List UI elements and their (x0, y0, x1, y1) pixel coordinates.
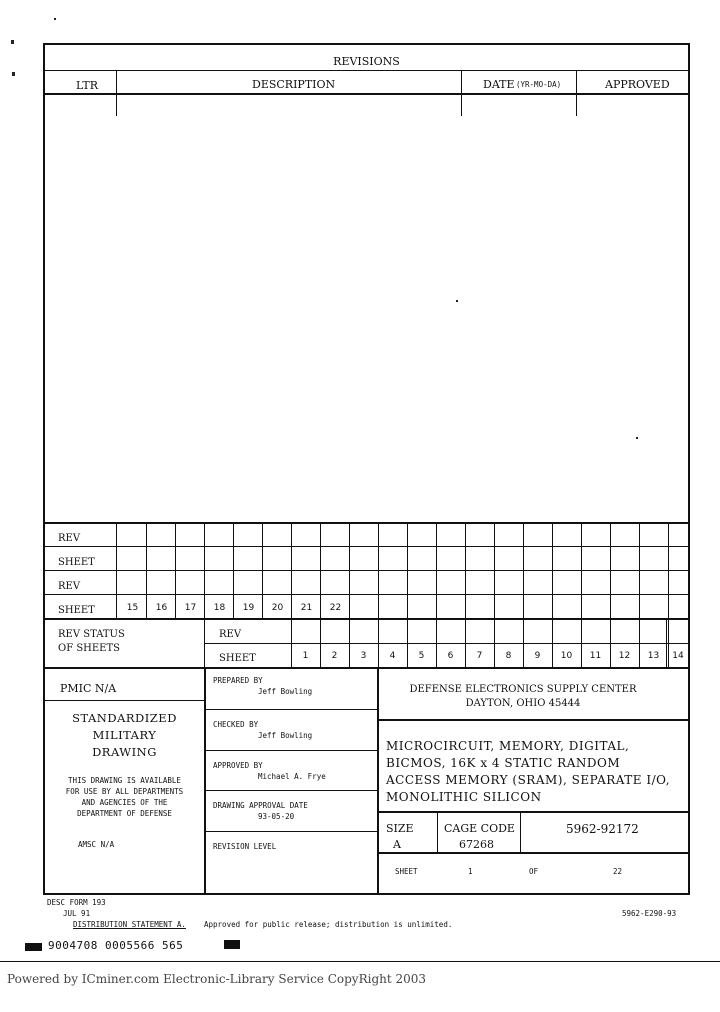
sheet-value: 1 (468, 867, 473, 876)
sheet-number: 22 (329, 603, 342, 613)
sheet-number: 1 (302, 651, 309, 661)
sheet-number: 14 (672, 651, 684, 661)
divider (461, 70, 462, 116)
sheet-number: 13 (647, 651, 660, 661)
grid-line (407, 522, 408, 618)
divider (43, 700, 205, 701)
status-rev-label: REV (219, 629, 242, 640)
prepared-by-label: PREPARED BY (213, 676, 263, 685)
scan-mark (54, 18, 56, 20)
size-value: A (393, 838, 401, 851)
availability-2: FOR USE BY ALL DEPARTMENTS (65, 787, 184, 796)
smd-title-1: STANDARDIZED (72, 711, 177, 725)
part-title-line-2: BICMOS, 16K x 4 STATIC RANDOM (386, 756, 621, 770)
part-title-line-4: MONOLITHIC SILICON (386, 790, 542, 804)
smd-title-2: MILITARY (92, 728, 157, 742)
sheet-number: 6 (447, 651, 454, 661)
grid-line (43, 546, 690, 547)
grid-line (116, 522, 117, 618)
sheet-number: 19 (242, 603, 255, 613)
part-title-line-3: ACCESS MEMORY (SRAM), SEPARATE I/O, (386, 773, 671, 787)
grid-line (552, 522, 553, 618)
sheet-number: 16 (155, 603, 168, 613)
rev-label: REV (58, 581, 81, 592)
part-title-line-1: MICROCIRCUIT, MEMORY, DIGITAL, (386, 739, 630, 753)
barcode-text: 9004708 0005566 565 (48, 939, 184, 952)
grid-line (43, 522, 690, 524)
sheet-number: 12 (618, 651, 631, 661)
sheet-number: 15 (126, 603, 139, 613)
approved-by-name: Michael A. Frye (258, 772, 326, 781)
rev-status-title: REV STATUS (58, 629, 125, 640)
revision-level-label: REVISION LEVEL (213, 842, 277, 851)
divider (205, 750, 377, 751)
col-date: DATE (483, 78, 515, 91)
form-number: DESC FORM 193 (47, 898, 106, 907)
prepared-by-name: Jeff Bowling (258, 687, 313, 696)
divider (116, 70, 117, 116)
grid-line (205, 643, 690, 644)
divider (43, 70, 690, 71)
approved-by-label: APPROVED BY (213, 761, 263, 770)
grid-line (581, 522, 582, 618)
divider (205, 709, 377, 710)
barcode-mark-left (25, 943, 42, 951)
grid-line (43, 618, 690, 620)
powered-by-text: Powered by ICminer.com Electronic-Library Service CopyRight 2003 (7, 972, 427, 986)
col-date-format: (YR-MO-DA) (516, 80, 562, 89)
sheet-number: 9 (534, 651, 541, 661)
availability-3: AND AGENCIES OF THE (81, 798, 168, 807)
divider (43, 667, 690, 669)
sheet-number: 21 (300, 603, 313, 613)
grid-line (639, 522, 640, 618)
drawing-number: 5962-92172 (566, 822, 639, 836)
sheet-number: 10 (560, 651, 573, 661)
availability-4: DEPARTMENT OF DEFENSE (77, 809, 172, 818)
grid-line (204, 618, 205, 667)
agency-line-2: DAYTON, OHIO 45444 (465, 698, 581, 709)
of-sheets-title: OF SHEETS (58, 643, 121, 654)
footer-rule (0, 961, 720, 962)
checked-by-label: CHECKED BY (213, 720, 259, 729)
sheet-number: 8 (505, 651, 512, 661)
divider (378, 719, 690, 721)
divider (437, 811, 438, 852)
amsc-label: AMSC N/A (78, 840, 115, 849)
grid-line (43, 594, 690, 595)
sheet-number: 11 (589, 651, 602, 661)
rev-label: REV (58, 533, 81, 544)
sheet-number: 2 (331, 651, 338, 661)
grid-line (378, 522, 379, 618)
cage-code-label: CAGE CODE (444, 822, 515, 835)
col-approved: APPROVED (605, 78, 670, 91)
grid-line (494, 522, 495, 618)
divider (378, 852, 690, 854)
agency-line-1: DEFENSE ELECTRONICS SUPPLY CENTER (409, 684, 637, 695)
sheet-label: SHEET (58, 605, 95, 616)
smd-title-3: DRAWING (92, 745, 157, 759)
divider (204, 667, 206, 895)
checked-by-name: Jeff Bowling (258, 731, 313, 740)
grid-line (523, 522, 524, 618)
sheet-number: 7 (476, 651, 483, 661)
document-code: 5962-E290-93 (622, 909, 677, 918)
form-date: JUL 91 (63, 909, 91, 918)
divider (205, 831, 377, 832)
cage-code-value: 67268 (459, 838, 494, 851)
approval-date: 93-05-20 (258, 812, 295, 821)
sheet-number: 20 (271, 603, 284, 613)
scan-mark (11, 40, 14, 44)
divider (520, 811, 521, 852)
col-ltr: LTR (76, 79, 99, 92)
col-description: DESCRIPTION (252, 78, 336, 91)
scan-mark (12, 72, 15, 76)
grid-line (465, 522, 466, 618)
distribution-label: DISTRIBUTION STATEMENT A. (73, 920, 186, 929)
sheet-label: SHEET (58, 557, 95, 568)
grid-line (610, 522, 611, 618)
divider (43, 93, 690, 95)
sheet-number: 17 (184, 603, 197, 613)
sheet-number: 4 (389, 651, 396, 661)
divider (378, 811, 690, 813)
pmic-label: PMIC N/A (60, 682, 117, 695)
sheet-number: 3 (360, 651, 367, 661)
availability-1: THIS DRAWING IS AVAILABLE (68, 776, 181, 785)
revisions-title: REVISIONS (333, 55, 400, 68)
divider (576, 70, 577, 116)
approval-date-label: DRAWING APPROVAL DATE (213, 801, 308, 810)
grid-line (436, 522, 437, 618)
grid-line (43, 570, 690, 571)
status-sheet-label: SHEET (219, 653, 256, 664)
of-label: OF (529, 867, 539, 876)
barcode-mark-right (224, 940, 240, 949)
distribution-text: Approved for public release; distribution is unlimited. (204, 920, 453, 929)
sheet-number: 18 (213, 603, 226, 613)
sheet-number: 5 (418, 651, 425, 661)
divider (205, 790, 377, 791)
of-value: 22 (613, 867, 623, 876)
size-label: SIZE (386, 822, 414, 835)
sheet-label-footer: SHEET (395, 867, 418, 876)
grid-line (668, 522, 669, 618)
